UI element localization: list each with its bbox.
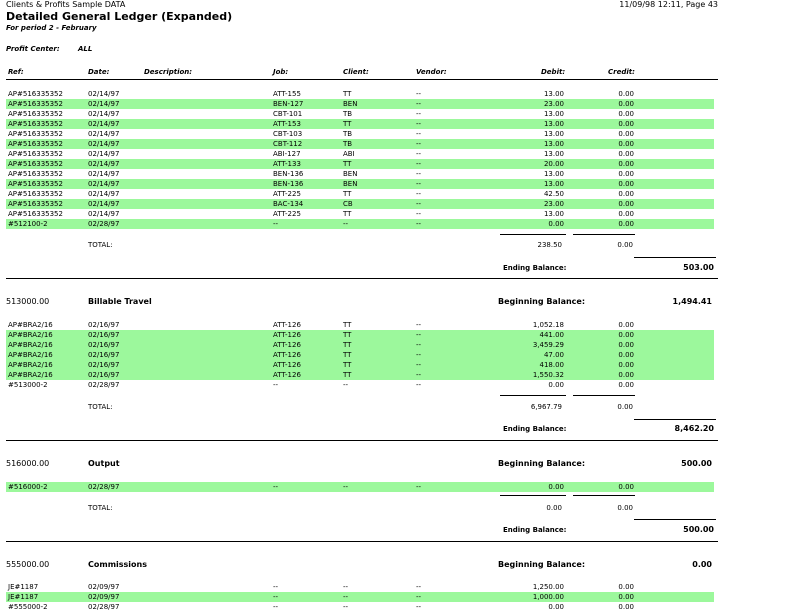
cell-credit: 0.00 [618,603,634,611]
cell-client: -- [343,483,349,491]
cell-debit: 1,550.32 [532,371,564,379]
ledger-row [6,149,714,159]
cell-debit: 1,000.00 [532,593,564,601]
credit-total-rule [573,234,635,235]
cell-credit: 0.00 [618,331,634,339]
debit-total-rule [500,234,566,235]
cell-date: 02/16/97 [88,331,120,339]
cell-ref: AP#BRA2/16 [8,361,53,369]
cell-ref: AP#516335352 [8,90,63,98]
ledger-row [6,370,714,380]
col-ref: Ref: [8,68,24,76]
ledger-row [6,340,714,350]
ledger-row [6,330,714,340]
ledger-row [6,169,714,179]
col-vendor: Vendor: [416,68,447,76]
cell-credit: 0.00 [618,351,634,359]
beginning-balance-label: Beginning Balance: [498,459,586,468]
ledger-row [6,199,714,209]
cell-client: BEN [343,170,358,178]
cell-ref: AP#516335352 [8,120,63,128]
cell-vendor: -- [416,351,422,359]
cell-credit: 0.00 [618,381,634,389]
cell-job: ATT-225 [273,210,301,218]
cell-ref: AP#516335352 [8,150,63,158]
cell-vendor: -- [416,321,422,329]
cell-vendor: -- [416,483,422,491]
cell-vendor: -- [416,583,422,591]
cell-ref: AP#516335352 [8,160,63,168]
cell-debit: 1,052.18 [532,321,564,329]
company-name: Clients & Profits Sample DATA [6,0,126,9]
cell-date: 02/16/97 [88,361,120,369]
cell-ref: AP#516335352 [8,210,63,218]
ledger-row [6,350,714,360]
cell-vendor: -- [416,120,422,128]
cell-vendor: -- [416,180,422,188]
total-label: TOTAL: [88,241,113,249]
beginning-balance-value: 500.00 [681,459,712,468]
section-divider [6,278,718,279]
cell-vendor: -- [416,593,422,601]
cell-debit: 13.00 [543,110,564,118]
cell-date: 02/14/97 [88,160,120,168]
report-datetime-page: 11/09/98 12:11, Page 43 [619,0,718,9]
cell-debit: 0.00 [548,381,564,389]
total-debit: 238.50 [537,241,562,249]
ledger-row [6,360,714,370]
cell-debit: 418.00 [539,361,564,369]
total-label: TOTAL: [88,403,113,411]
ledger-row [6,159,714,169]
cell-credit: 0.00 [618,593,634,601]
cell-client: TB [343,140,353,148]
cell-ref: #516000-2 [8,483,48,491]
cell-client: ABI [343,150,355,158]
cell-job: -- [273,603,279,611]
cell-vendor: -- [416,110,422,118]
cell-vendor: -- [416,190,422,198]
cell-ref: AP#516335352 [8,100,63,108]
cell-client: BEN [343,100,358,108]
cell-debit: 13.00 [543,140,564,148]
debit-total-rule [500,395,566,396]
total-credit: 0.00 [617,403,633,411]
cell-job: BEN-136 [273,170,304,178]
cell-credit: 0.00 [618,180,634,188]
credit-total-rule [573,495,635,496]
beginning-balance-value: 0.00 [692,560,712,569]
cell-date: 02/14/97 [88,100,120,108]
cell-credit: 0.00 [618,483,634,491]
cell-ref: JE#1187 [8,593,39,601]
cell-client: TT [343,371,352,379]
ledger-row [6,592,714,602]
ledger-row [6,380,714,390]
cell-ref: #512100-2 [8,220,48,228]
cell-debit: 47.00 [543,351,564,359]
header-divider [6,79,718,80]
cell-debit: 13.00 [543,130,564,138]
total-debit: 0.00 [546,504,562,512]
cell-date: 02/16/97 [88,341,120,349]
cell-vendor: -- [416,210,422,218]
cell-debit: 13.00 [543,150,564,158]
ledger-row [6,179,714,189]
cell-vendor: -- [416,140,422,148]
ledger-row [6,129,714,139]
cell-vendor: -- [416,90,422,98]
ledger-row [6,582,714,592]
cell-debit: 0.00 [548,483,564,491]
cell-date: 02/28/97 [88,483,120,491]
cell-ref: AP#BRA2/16 [8,341,53,349]
cell-job: BEN-136 [273,180,304,188]
total-debit: 6,967.79 [530,403,562,411]
account-number: 513000.00 [6,297,50,306]
beginning-balance-value: 1,494.41 [672,297,712,306]
ledger-row [6,119,714,129]
beginning-balance-label: Beginning Balance: [498,297,586,306]
cell-date: 02/16/97 [88,371,120,379]
section-divider [6,440,718,441]
cell-vendor: -- [416,150,422,158]
cell-date: 02/28/97 [88,603,120,611]
cell-job: ATT-126 [273,321,301,329]
cell-client: CB [343,200,353,208]
cell-client: TT [343,210,352,218]
ending-balance-rule [634,419,716,420]
cell-client: TT [343,351,352,359]
cell-credit: 0.00 [618,100,634,108]
cell-credit: 0.00 [618,371,634,379]
cell-ref: #555000-2 [8,603,48,611]
cell-credit: 0.00 [618,130,634,138]
cell-vendor: -- [416,381,422,389]
cell-vendor: -- [416,160,422,168]
ledger-row [6,482,714,492]
ledger-row [6,602,714,612]
cell-client: TT [343,90,352,98]
cell-job: -- [273,583,279,591]
cell-debit: 42.50 [543,190,564,198]
ledger-row [6,320,714,330]
total-label: TOTAL: [88,504,113,512]
cell-job: ATT-225 [273,190,301,198]
cell-job: ATT-126 [273,361,301,369]
ledger-row [6,209,714,219]
cell-job: ABI-127 [273,150,301,158]
report-period: For period 2 - February [6,24,97,32]
col-job: Job: [273,68,289,76]
ledger-row [6,139,714,149]
cell-ref: AP#BRA2/16 [8,331,53,339]
profit-center-label: Profit Center: [6,45,60,53]
cell-credit: 0.00 [618,120,634,128]
cell-client: TB [343,130,353,138]
col-credit: Credit: [608,68,635,76]
cell-ref: AP#BRA2/16 [8,321,53,329]
cell-date: 02/09/97 [88,583,120,591]
cell-job: ATT-126 [273,341,301,349]
cell-date: 02/14/97 [88,90,120,98]
cell-credit: 0.00 [618,160,634,168]
cell-client: TT [343,120,352,128]
cell-date: 02/14/97 [88,180,120,188]
cell-vendor: -- [416,170,422,178]
cell-debit: 13.00 [543,180,564,188]
cell-job: ATT-155 [273,90,301,98]
profit-center-value: ALL [78,45,93,53]
cell-job: BAC-134 [273,200,304,208]
cell-vendor: -- [416,331,422,339]
cell-date: 02/14/97 [88,110,120,118]
cell-client: TT [343,160,352,168]
cell-job: CBT-101 [273,110,303,118]
cell-job: ATT-126 [273,351,301,359]
cell-vendor: -- [416,361,422,369]
cell-credit: 0.00 [618,361,634,369]
cell-debit: 13.00 [543,170,564,178]
cell-date: 02/14/97 [88,190,120,198]
cell-credit: 0.00 [618,140,634,148]
account-number: 555000.00 [6,560,50,569]
cell-debit: 1,250.00 [532,583,564,591]
cell-date: 02/14/97 [88,140,120,148]
section-divider [6,541,718,542]
cell-client: TT [343,190,352,198]
cell-debit: 3,459.29 [532,341,564,349]
cell-debit: 13.00 [543,90,564,98]
cell-date: 02/28/97 [88,381,120,389]
cell-job: ATT-126 [273,331,301,339]
cell-credit: 0.00 [618,150,634,158]
cell-credit: 0.00 [618,341,634,349]
ending-balance-rule [634,257,716,258]
beginning-balance-label: Beginning Balance: [498,560,586,569]
cell-ref: JE#1187 [8,583,39,591]
ending-balance-label: Ending Balance: [503,264,567,272]
cell-job: CBT-112 [273,140,303,148]
cell-date: 02/14/97 [88,130,120,138]
cell-date: 02/14/97 [88,200,120,208]
report-title: Detailed General Ledger (Expanded) [6,10,233,23]
cell-client: BEN [343,180,358,188]
debit-total-rule [500,495,566,496]
ledger-row [6,89,714,99]
cell-client: TT [343,341,352,349]
ending-balance-label: Ending Balance: [503,425,567,433]
cell-vendor: -- [416,130,422,138]
account-name: Output [88,459,120,468]
cell-credit: 0.00 [618,90,634,98]
cell-client: -- [343,381,349,389]
cell-ref: AP#516335352 [8,110,63,118]
ledger-row [6,219,714,229]
cell-credit: 0.00 [618,170,634,178]
cell-client: TT [343,331,352,339]
col-description: Description: [144,68,193,76]
cell-debit: 0.00 [548,220,564,228]
cell-job: BEN-127 [273,100,304,108]
ledger-row [6,109,714,119]
cell-vendor: -- [416,100,422,108]
cell-job: -- [273,483,279,491]
cell-job: ATT-133 [273,160,301,168]
cell-vendor: -- [416,200,422,208]
ending-balance-label: Ending Balance: [503,526,567,534]
cell-debit: 13.00 [543,120,564,128]
cell-credit: 0.00 [618,321,634,329]
cell-credit: 0.00 [618,220,634,228]
credit-total-rule [573,395,635,396]
total-credit: 0.00 [617,504,633,512]
cell-date: 02/16/97 [88,321,120,329]
cell-job: ATT-153 [273,120,301,128]
ledger-row [6,99,714,109]
cell-vendor: -- [416,603,422,611]
cell-date: 02/09/97 [88,593,120,601]
cell-date: 02/14/97 [88,170,120,178]
cell-ref: AP#516335352 [8,200,63,208]
cell-ref: AP#516335352 [8,170,63,178]
cell-client: -- [343,220,349,228]
cell-client: TT [343,321,352,329]
cell-ref: AP#516335352 [8,130,63,138]
cell-ref: AP#516335352 [8,180,63,188]
cell-client: -- [343,603,349,611]
cell-job: ATT-126 [273,371,301,379]
cell-credit: 0.00 [618,200,634,208]
cell-credit: 0.00 [618,583,634,591]
account-number: 516000.00 [6,459,50,468]
ending-balance-value: 8,462.20 [674,424,714,433]
cell-ref: #513000-2 [8,381,48,389]
cell-debit: 13.00 [543,210,564,218]
cell-ref: AP#BRA2/16 [8,351,53,359]
total-credit: 0.00 [617,241,633,249]
cell-date: 02/16/97 [88,351,120,359]
ending-balance-value: 503.00 [683,263,714,272]
cell-ref: AP#BRA2/16 [8,371,53,379]
cell-debit: 0.00 [548,603,564,611]
cell-client: -- [343,593,349,601]
cell-debit: 23.00 [543,200,564,208]
cell-date: 02/28/97 [88,220,120,228]
col-client: Client: [343,68,369,76]
col-debit: Debit: [541,68,566,76]
cell-credit: 0.00 [618,190,634,198]
col-date: Date: [88,68,110,76]
cell-job: -- [273,220,279,228]
cell-vendor: -- [416,341,422,349]
cell-ref: AP#516335352 [8,140,63,148]
ledger-row [6,189,714,199]
cell-date: 02/14/97 [88,120,120,128]
cell-client: TB [343,110,353,118]
cell-job: CBT-103 [273,130,303,138]
ending-balance-value: 500.00 [683,525,714,534]
cell-ref: AP#516335352 [8,190,63,198]
cell-client: TT [343,361,352,369]
account-name: Commissions [88,560,147,569]
cell-date: 02/14/97 [88,210,120,218]
account-name: Billable Travel [88,297,152,306]
cell-debit: 23.00 [543,100,564,108]
cell-job: -- [273,593,279,601]
cell-debit: 441.00 [539,331,564,339]
cell-client: -- [343,583,349,591]
cell-credit: 0.00 [618,110,634,118]
cell-job: -- [273,381,279,389]
cell-date: 02/14/97 [88,150,120,158]
cell-credit: 0.00 [618,210,634,218]
ending-balance-rule [634,519,716,520]
cell-vendor: -- [416,220,422,228]
cell-vendor: -- [416,371,422,379]
cell-debit: 20.00 [543,160,564,168]
